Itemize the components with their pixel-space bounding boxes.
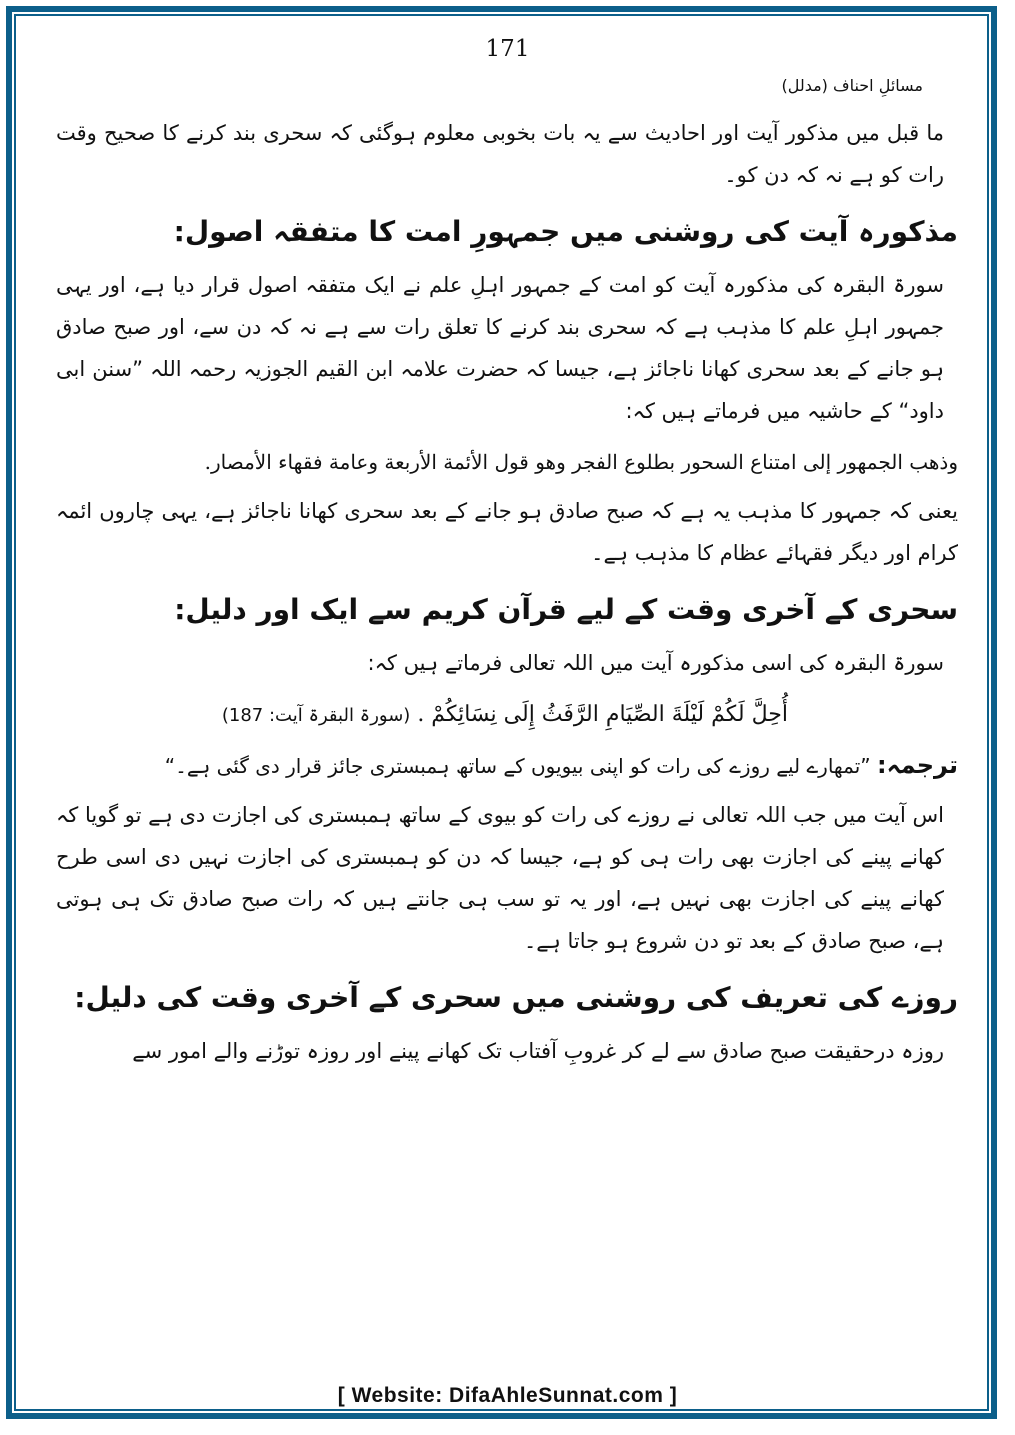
website-footer: [ Website: DifaAhleSunnat.com ] bbox=[337, 1384, 678, 1407]
verse-reference: (سورۃ البقرۃ آیت: 187) bbox=[221, 705, 411, 726]
arabic-quote: وذهب الجمهور إلى امتناع السحور بطلوع الفجر وهو قول الأئمة الأربعة وعامة فقهاء الأمصار. bbox=[204, 450, 958, 474]
translation-text: ”تمھارے لیے روزے کی رات کو اپنی بیویوں کے ساتھ ہمبستری جائز قرار دی گئی ہے۔“ bbox=[164, 754, 871, 778]
paragraph-verse-explanation: اس آیت میں جب اللہ تعالی نے روزے کی رات کو بیوی کے ساتھ ہمبستری کی اجازت دی ہے تو گویا کہ کھانے پینے کی اجازت بھی رات ہی کو ہے، جیسا کہ دن کو ہمبستری کی اجازت نہیں دی اسی طرح کھانے پینے کی اجازت بھی نہیں ہے، اور یہ تو سب ہی جانتے ہیں کہ رات صبح صادق تک ہی ہوتی ہے، صبح صادق کے بعد تو دن شروع ہو جاتا ہے۔ bbox=[56, 803, 944, 953]
running-head: مسائلِ احناف (مدلل) bbox=[781, 76, 923, 95]
page-number: 171 bbox=[485, 36, 530, 62]
translation-label: ترجمہ: bbox=[877, 751, 958, 779]
page-content bbox=[56, 112, 958, 1080]
heading-fasting-definition: روزے کی تعریف کی روشنی میں سحری کے آخری وقت کی دلیل: bbox=[74, 981, 958, 1014]
heading-quran-evidence: سحری کے آخری وقت کے لیے قرآن کریم سے ایک اور دلیل: bbox=[174, 593, 958, 626]
paragraph-explanation: یعنی کہ جمہور کا مذہب یہ ہے کہ صبح صادق ہو جانے کے بعد سحری کھانا ناجائز ہے، یہی چاروں ائمہ کرام اور دیگر فقہائے عظام کا مذہب ہے۔ bbox=[56, 499, 958, 565]
paragraph-intro: ما قبل میں مذکور آیت اور احادیث سے یہ بات بخوبی معلوم ہوگئی کہ سحری بند کرنے کا صحیح وقت رات کو ہے نہ کہ دن کو۔ bbox=[56, 121, 944, 187]
verse-text: أُحِلَّ لَكُمْ لَيْلَةَ الصِّيَامِ الرَّفَثُ إِلَى نِسَائِكُمْ . bbox=[417, 702, 788, 727]
translation bbox=[56, 743, 958, 788]
paragraph-verse-intro: سورۃ البقرہ کی اسی مذکورہ آیت میں اللہ تعالی فرماتے ہیں کہ: bbox=[367, 651, 944, 675]
paragraph-fasting-definition: روزہ درحقیقت صبح صادق سے لے کر غروبِ آفتاب تک کھانے پینے اور روزہ توڑنے والے امور سے bbox=[132, 1039, 944, 1063]
heading-majority-principle: مذکورہ آیت کی روشنی میں جمہورِ امت کا متفقہ اصول: bbox=[173, 215, 958, 248]
quran-verse bbox=[56, 692, 958, 739]
paragraph-majority-principle: سورۃ البقرہ کی مذکورہ آیت کو امت کے جمہور اہلِ علم نے ایک متفقہ اصول قرار دیا ہے، اور یہی جمہور اہلِ علم کا مذہب ہے کہ سحری بند کرنے کا تعلق رات سے ہے نہ کہ دن سے، اور صبح صادق ہو جانے کے بعد سحری کھانا ناجائز ہے، جیسا کہ حضرت علامہ ابن القیم الجوزیہ رحمہ اللہ ”سنن ابی داود“ کے حاشیہ میں فرماتے ہیں کہ: bbox=[56, 273, 944, 423]
